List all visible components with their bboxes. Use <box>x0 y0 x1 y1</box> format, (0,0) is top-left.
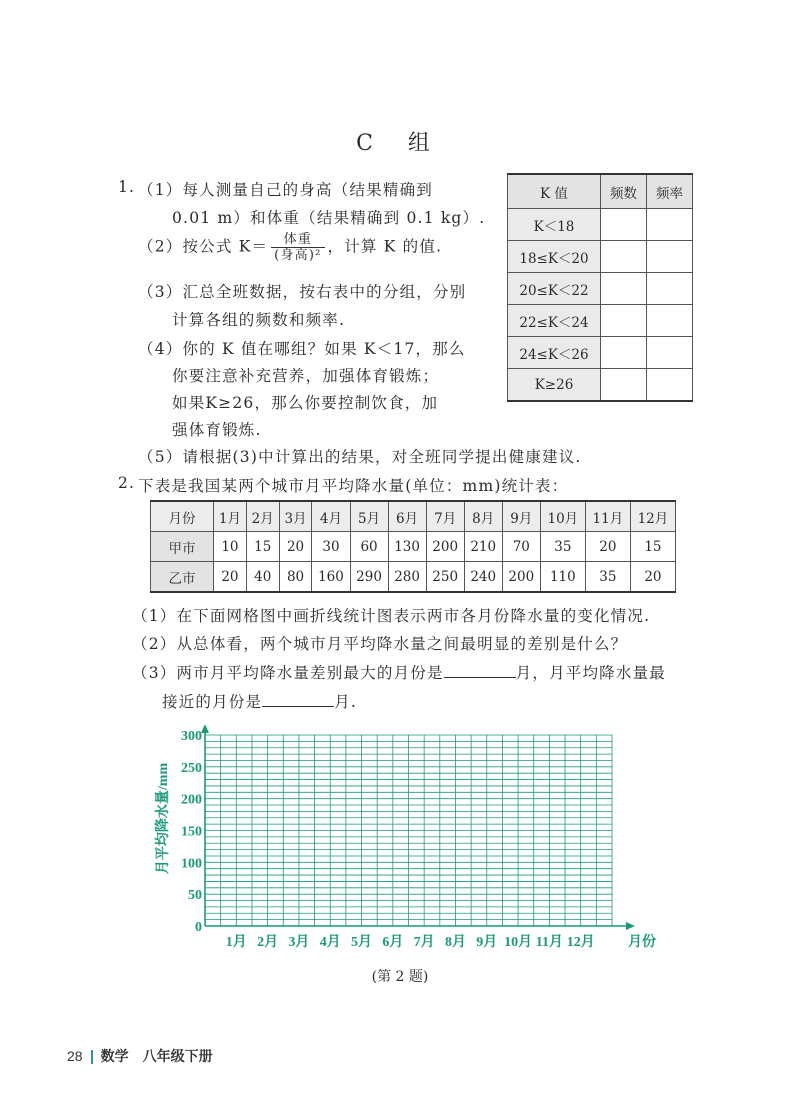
k-formula-fraction <box>271 232 324 263</box>
page-footer <box>67 1046 213 1066</box>
k-value-table <box>507 173 693 402</box>
month-header-cell: 5月 <box>350 501 388 532</box>
q2-part3-line1 <box>132 661 666 683</box>
rainfall-value: 60 <box>350 532 388 562</box>
q1-part3-line2: 计算各组的频数和频率. <box>172 311 346 329</box>
rainfall-value: 290 <box>350 562 388 593</box>
rainfall-value: 70 <box>502 532 540 562</box>
q2-part2: （2）从总体看，两个城市月平均降水量之间最明显的差别是什么？ <box>132 635 628 653</box>
rainfall-value: 200 <box>502 562 540 593</box>
rainfall-value: 20 <box>214 562 247 593</box>
rainfall-value: 20 <box>630 562 675 593</box>
month-header-cell: 1月 <box>214 501 247 532</box>
x-axis-label: 月份 <box>628 935 656 950</box>
q1-part2-prefix: （2）按公式 K＝ <box>138 237 269 256</box>
q1-part4-line2: 你要注意补充营养，加强体育锻炼； <box>172 367 440 385</box>
x-tick-label: 2月 <box>257 935 279 950</box>
rainfall-value: 10 <box>214 532 247 562</box>
q2-part1: （1）在下面网格图中画折线统计图表示两市各月份降水量的变化情况. <box>132 607 651 625</box>
k-range-cell: K＜18 <box>508 209 601 241</box>
rainfall-value: 250 <box>426 562 464 593</box>
figure-caption: (第 2 题) <box>371 969 429 985</box>
rainfall-value: 280 <box>388 562 426 593</box>
q2-number: 2. <box>118 474 136 492</box>
k-table-header-cell: K 值 <box>508 174 601 209</box>
book-title: 数学 八年级下册 <box>100 1048 213 1064</box>
rainfall-value: 15 <box>630 532 675 562</box>
city-label: 甲市 <box>151 532 214 562</box>
rainfall-value: 130 <box>388 532 426 562</box>
month-header-cell: 8月 <box>464 501 502 532</box>
rate-cell <box>647 337 693 369</box>
q1-part1-line1: （1）每人测量自己的身高（结果精确到 <box>138 181 433 199</box>
frequency-cell <box>601 273 647 305</box>
rate-cell <box>647 369 693 402</box>
fraction-denominator: (身高)² <box>274 248 322 263</box>
q1-part4-line3: 如果K≥26，那么你要控制饮食，加 <box>172 394 439 412</box>
rainfall-value: 80 <box>279 562 312 593</box>
footer-divider <box>91 1050 93 1064</box>
rainfall-value: 15 <box>246 532 279 562</box>
rainfall-value: 35 <box>585 562 630 593</box>
y-tick-label: 150 <box>181 824 202 840</box>
frequency-cell <box>601 241 647 273</box>
month-header-cell: 4月 <box>312 501 350 532</box>
x-tick-label: 12月 <box>566 935 595 950</box>
q1-part5: （5）请根据(3)中计算出的结果，对全班同学提出健康建议. <box>138 448 582 466</box>
q2-part3-text-d: 月. <box>334 693 358 711</box>
k-range-cell: 20≤K＜22 <box>508 273 601 305</box>
page-number: 28 <box>67 1048 83 1064</box>
rainfall-value: 20 <box>279 532 312 562</box>
y-tick-label: 250 <box>181 760 202 776</box>
month-header-cell: 2月 <box>246 501 279 532</box>
rainfall-header-label: 月份 <box>151 501 214 532</box>
k-range-cell: 18≤K＜20 <box>508 241 601 273</box>
x-tick-label: 11月 <box>535 935 564 950</box>
frequency-cell <box>601 209 647 241</box>
k-table-header <box>508 174 693 209</box>
rate-cell <box>647 273 693 305</box>
x-axis-arrow <box>626 922 635 930</box>
y-axis-label: 月平均降水量/mm <box>156 762 171 875</box>
k-table-header-cell: 频率 <box>647 174 693 209</box>
rate-cell <box>647 305 693 337</box>
k-table-row <box>508 337 693 369</box>
month-header-cell: 11月 <box>585 501 630 532</box>
rate-cell <box>647 241 693 273</box>
q2-part3-text-a: （3）两市月平均降水量差别最大的月份是 <box>132 664 444 682</box>
frequency-cell <box>601 369 647 402</box>
k-range-cell: 24≤K＜26 <box>508 337 601 369</box>
x-tick-label: 10月 <box>504 935 533 950</box>
x-tick-label: 8月 <box>444 935 466 950</box>
frequency-cell <box>601 337 647 369</box>
month-header-cell: 6月 <box>388 501 426 532</box>
q1-part4-line4: 强体育锻炼. <box>172 421 262 439</box>
x-tick-label: 3月 <box>288 935 310 950</box>
k-range-cell: K≥26 <box>508 369 601 402</box>
x-tick-label: 4月 <box>319 935 341 950</box>
month-header-cell: 12月 <box>630 501 675 532</box>
city-label: 乙市 <box>151 562 214 593</box>
k-range-cell: 22≤K＜24 <box>508 305 601 337</box>
section-title: C 组 <box>356 131 444 156</box>
y-tick-label: 0 <box>195 920 202 935</box>
q1-part1-line2: 0.01 m）和体重（结果精确到 0.1 kg）. <box>172 209 486 227</box>
month-header-cell: 7月 <box>426 501 464 532</box>
month-header-cell: 10月 <box>540 501 585 532</box>
y-tick-label: 100 <box>181 856 202 872</box>
q2-intro: 下表是我国某两个城市月平均降水量(单位：mm)统计表： <box>138 477 569 495</box>
q1-part2-suffix: ，计算 K 的值. <box>327 237 443 256</box>
y-tick-label: 50 <box>188 888 202 904</box>
answer-blank-closest[interactable] <box>262 690 334 707</box>
y-tick-label: 200 <box>181 792 202 808</box>
rainfall-value: 110 <box>540 562 585 593</box>
x-tick-label: 7月 <box>413 935 435 950</box>
q1-number: 1. <box>118 178 136 196</box>
rainfall-value: 240 <box>464 562 502 593</box>
fraction-numerator: 体重 <box>271 232 324 248</box>
rainfall-value: 35 <box>540 532 585 562</box>
q2-part3-text-c: 接近的月份是 <box>162 693 263 711</box>
q1-part2 <box>138 232 442 263</box>
rainfall-row-yi <box>151 562 676 593</box>
q1-part4-line1: （4）你的 K 值在哪组？如果 K＜17，那么 <box>138 340 466 358</box>
q2-part3-line2 <box>162 690 357 712</box>
rainfall-value: 20 <box>585 532 630 562</box>
q2-part3-text-b: 月，月平均降水量最 <box>515 664 666 682</box>
x-tick-label: 1月 <box>225 935 247 950</box>
rainfall-value: 210 <box>464 532 502 562</box>
rainfall-line-chart-grid[interactable] <box>150 725 670 960</box>
month-header-cell: 3月 <box>279 501 312 532</box>
q1-part3-line1: （3）汇总全班数据，按右表中的分组，分别 <box>138 283 467 301</box>
k-table-header-cell: 频数 <box>601 174 647 209</box>
k-table-row <box>508 241 693 273</box>
rainfall-value: 200 <box>426 532 464 562</box>
rainfall-value: 40 <box>246 562 279 593</box>
x-tick-label: 5月 <box>351 935 373 950</box>
k-table-row <box>508 369 693 402</box>
rate-cell <box>647 209 693 241</box>
frequency-cell <box>601 305 647 337</box>
k-table-row <box>508 209 693 241</box>
rainfall-value: 30 <box>312 532 350 562</box>
k-table-row <box>508 273 693 305</box>
rainfall-table <box>150 500 676 593</box>
rainfall-months-row <box>151 501 676 532</box>
x-tick-label: 9月 <box>476 935 498 950</box>
y-tick-label: 300 <box>181 729 202 744</box>
rainfall-row-jia <box>151 532 676 562</box>
month-header-cell: 9月 <box>502 501 540 532</box>
y-axis-arrow <box>201 725 209 733</box>
rainfall-value: 160 <box>312 562 350 593</box>
x-tick-label: 6月 <box>382 935 404 950</box>
answer-blank-max-diff[interactable] <box>444 661 516 678</box>
k-table-row <box>508 305 693 337</box>
